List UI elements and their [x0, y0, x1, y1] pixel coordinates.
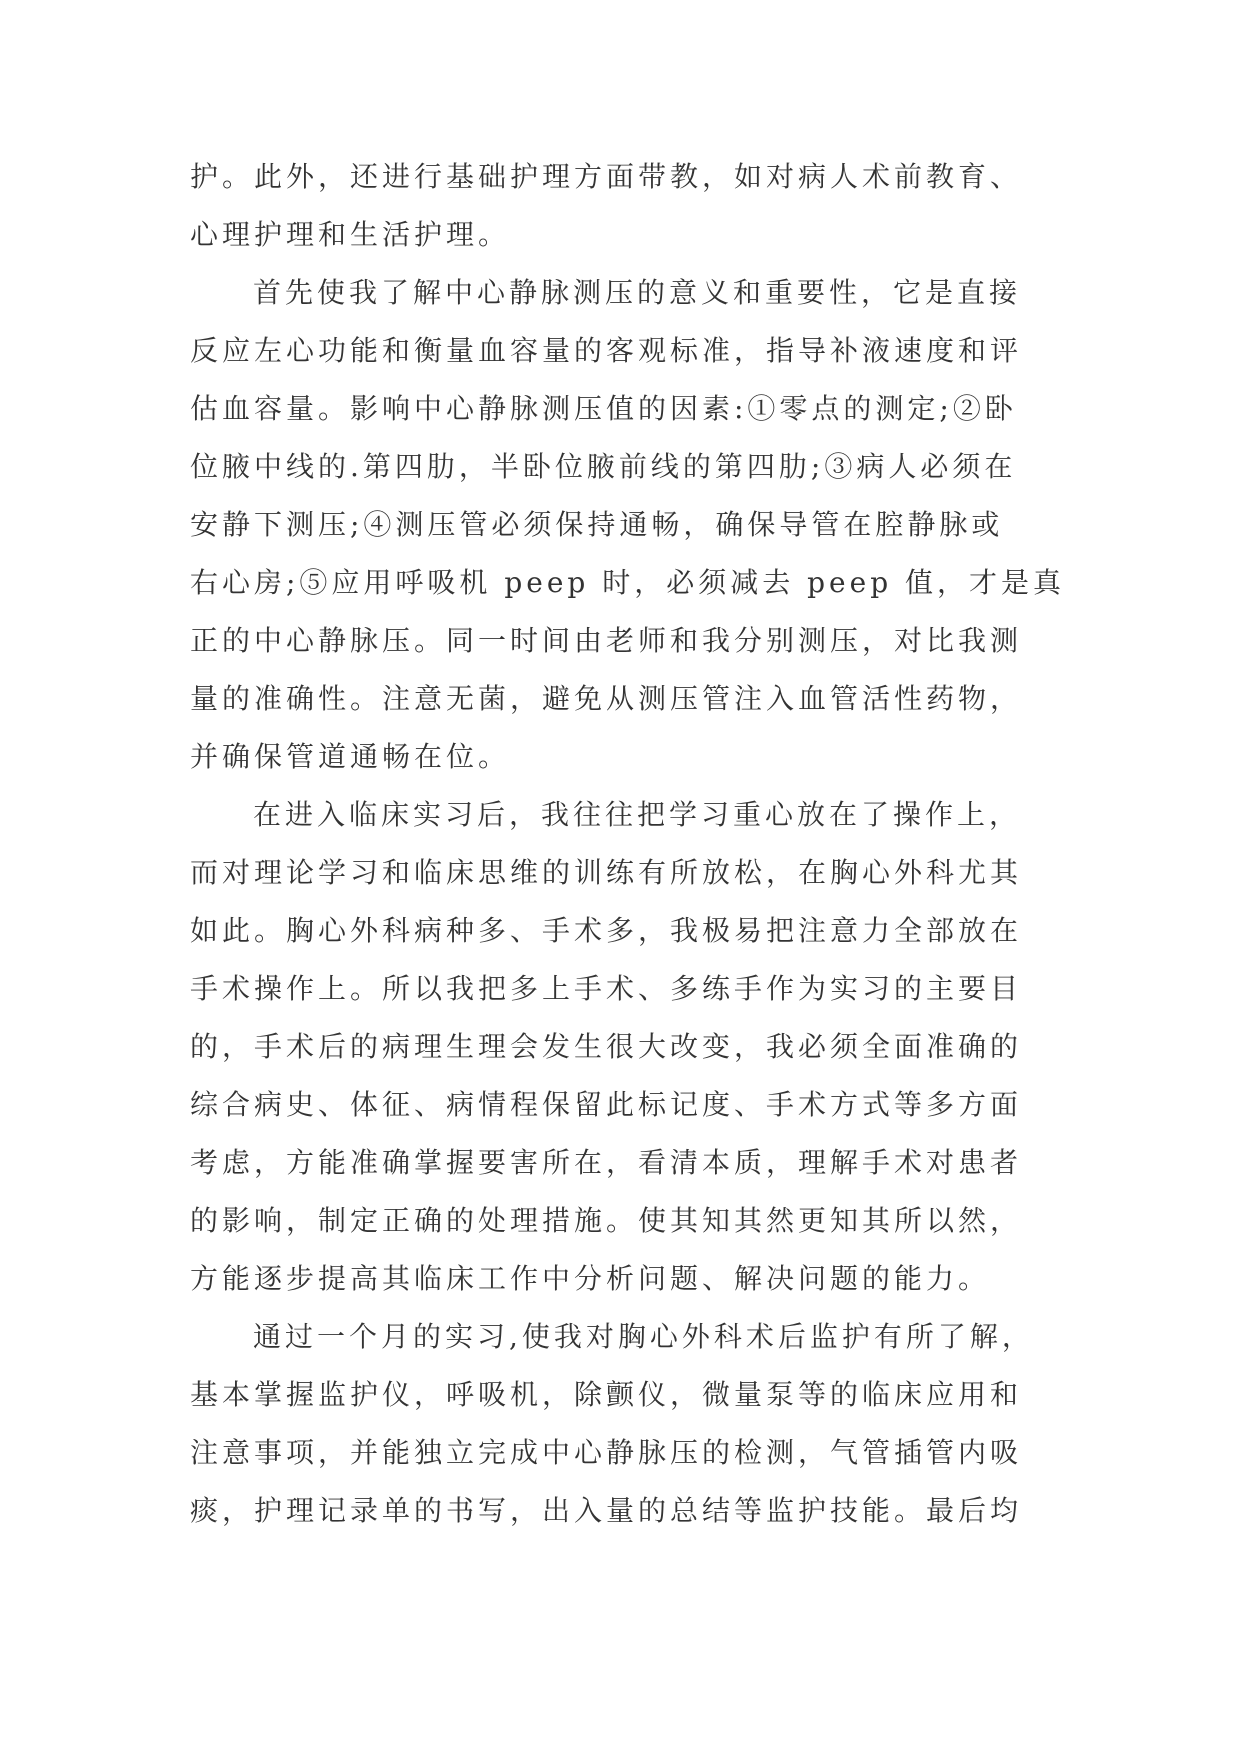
- text-line: 位腋中线的.第四肋，半卧位腋前线的第四肋;③病人必须在: [190, 450, 1017, 483]
- text-line: 手术操作上。所以我把多上手术、多练手作为实习的主要目: [190, 972, 1023, 1005]
- text-line: 心理护理和生活护理。: [190, 218, 511, 251]
- text-line: 在进入临床实习后，我往往把学习重心放在了操作上，: [253, 798, 1022, 831]
- text-line: 反应左心功能和衡量血容量的客观标准，指导补液速度和评: [190, 334, 1023, 367]
- text-line: 右心房;⑤应用呼吸机 peep 时，必须减去 peep 值，才是真: [190, 566, 1066, 599]
- text-line: 的，手术后的病理生理会发生很大改变，我必须全面准确的: [190, 1030, 1023, 1063]
- body-text: [190, 148, 1070, 1540]
- text-line: 的影响，制定正确的处理措施。使其知其然更知其所以然，: [190, 1204, 1023, 1237]
- text-line: 而对理论学习和临床思维的训练有所放松，在胸心外科尤其: [190, 856, 1023, 889]
- text-line: 如此。胸心外科病种多、手术多，我极易把注意力全部放在: [190, 914, 1023, 947]
- text-line: 量的准确性。注意无菌，避免从测压管注入血管活性药物，: [190, 682, 1023, 715]
- text-line: 正的中心静脉压。同一时间由老师和我分别测压，对比我测: [190, 624, 1023, 657]
- text-line: 估血容量。影响中心静脉测压值的因素:①零点的测定;②卧: [190, 392, 1017, 425]
- text-line: 综合病史、体征、病情程保留此标记度、手术方式等多方面: [190, 1088, 1023, 1121]
- text-line: 注意事项，并能独立完成中心静脉压的检测，气管插管内吸: [190, 1436, 1023, 1469]
- text-line: 首先使我了解中心静脉测压的意义和重要性，它是直接: [253, 276, 1022, 309]
- text-line: 方能逐步提高其临床工作中分析问题、解决问题的能力。: [190, 1262, 991, 1295]
- text-line: 痰，护理记录单的书写，出入量的总结等监护技能。最后均: [190, 1494, 1023, 1527]
- text-line: 护。此外，还进行基础护理方面带教，如对病人术前教育、: [190, 160, 1023, 193]
- text-line: 通过一个月的实习,使我对胸心外科术后监护有所了解，: [253, 1320, 1034, 1353]
- text-line: 考虑，方能准确掌握要害所在，看清本质，理解手术对患者: [190, 1146, 1023, 1179]
- text-line: 基本掌握监护仪，呼吸机，除颤仪，微量泵等的临床应用和: [190, 1378, 1023, 1411]
- text-line: 安静下测压;④测压管必须保持通畅，确保导管在腔静脉或: [190, 508, 1004, 541]
- text-line: 并确保管道通畅在位。: [190, 740, 511, 773]
